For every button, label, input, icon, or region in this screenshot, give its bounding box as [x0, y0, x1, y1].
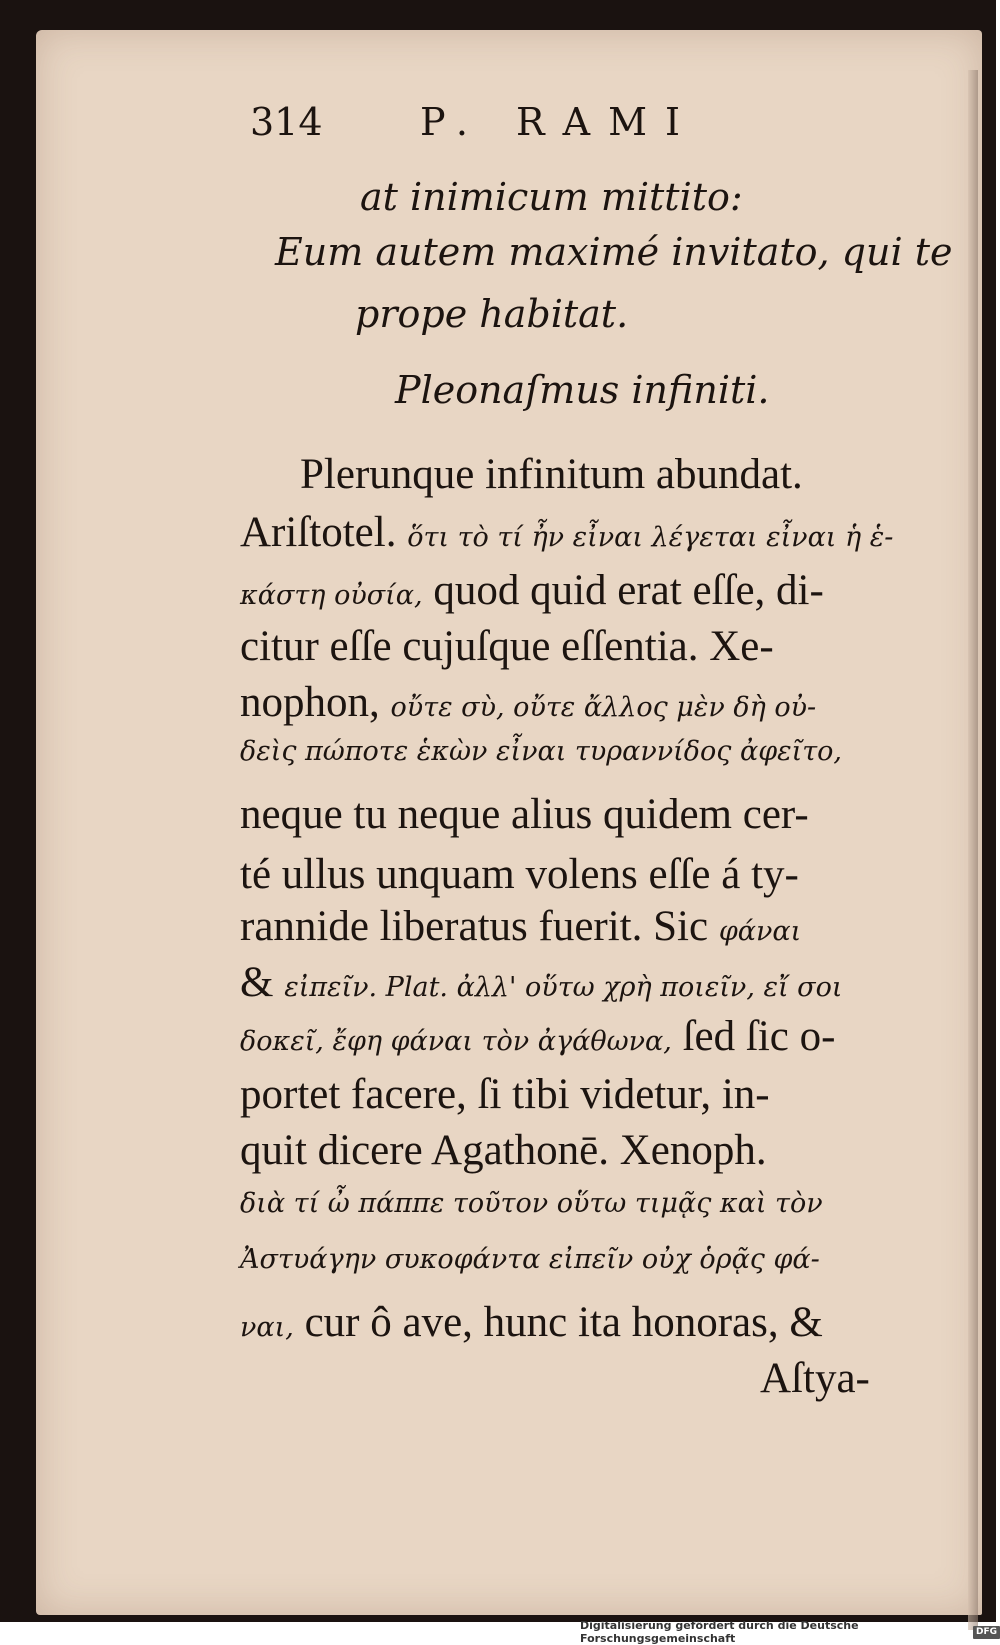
text-line [240, 1012, 890, 1061]
text-line [240, 958, 890, 1007]
dfg-logo: DFG [973, 1626, 1000, 1639]
latin-text: nophon, [240, 679, 391, 726]
text-line: διὰ τί ὦ πάππε τοῦτον οὕτω τιμᾷς καὶ τὸν [240, 1188, 823, 1219]
text-line: neque tu neque alius quidem cer- [240, 791, 809, 838]
latin-text: cur ô ave, hunc ita honoras, & [293, 1299, 823, 1346]
greek-text: οὔτε σὺ, οὔτε ἄλλος μὲν δὴ οὐ- [390, 692, 817, 723]
text-line [240, 902, 890, 951]
greek-text: κάστη οὐσία, [240, 580, 423, 611]
greek-text: εἰπεῖν. Plat. ἀλλ' οὕτω χρὴ ποιεῖν, εἴ σοι [284, 972, 843, 1003]
text-line: Ἀστυάγην συκοφάντα εἰπεῖν οὐχ ὁρᾷς φά- [240, 1244, 820, 1275]
text-line: δεὶς πώποτε ἑκὼν εἶναι τυραννίδος ἀφεῖτο, [240, 736, 842, 767]
text-line: Pleonaſmus infiniti. [395, 368, 770, 412]
text-line: Plerunque infinitum abundat. [300, 451, 803, 498]
latin-text: rannide liberatus fuerit. Sic [240, 903, 719, 950]
running-title: P. RAMI [420, 100, 698, 144]
text-line: Aſtya- [760, 1355, 870, 1402]
digitization-footer [580, 1619, 1000, 1645]
text-line [240, 566, 890, 615]
text-line: citur eſſe cujuſque eſſentia. Xe- [240, 623, 774, 670]
text-line: Eum autem maximé invitato, qui te [275, 230, 953, 274]
greek-text: φάναι [718, 916, 802, 947]
text-line [240, 508, 894, 557]
page-header [250, 100, 950, 160]
text-line: té ullus unquam volens eſſe á ty- [240, 851, 799, 898]
greek-text: δοκεῖ, ἔφη φάναι τὸν ἀγάθωνα, [240, 1026, 672, 1057]
latin-text: quod quid erat eſſe, di- [422, 567, 824, 614]
text-line [240, 1298, 890, 1347]
greek-text: ναι, [240, 1312, 294, 1343]
text-line: portet facere, ſi tibi videtur, in- [240, 1071, 770, 1118]
text-line: at inimicum mittito: [360, 175, 743, 219]
latin-text: Ariſtotel. [240, 509, 408, 556]
latin-text: & [240, 959, 285, 1006]
latin-text: ſed ſic o- [671, 1013, 836, 1060]
text-line: prope habitat. [355, 292, 629, 336]
funding-credit: Digitalisierung gefördert durch die Deutsche Forschungsgemeinschaft [580, 1619, 859, 1645]
page-number: 314 [250, 100, 323, 144]
text-line: quit dicere Agathonē. Xenoph. [240, 1127, 767, 1174]
greek-text: ὅτι τὸ τί ἦν εἶναι λέγεται εἶναι ἡ ἑ- [407, 522, 894, 553]
text-line [240, 678, 890, 727]
